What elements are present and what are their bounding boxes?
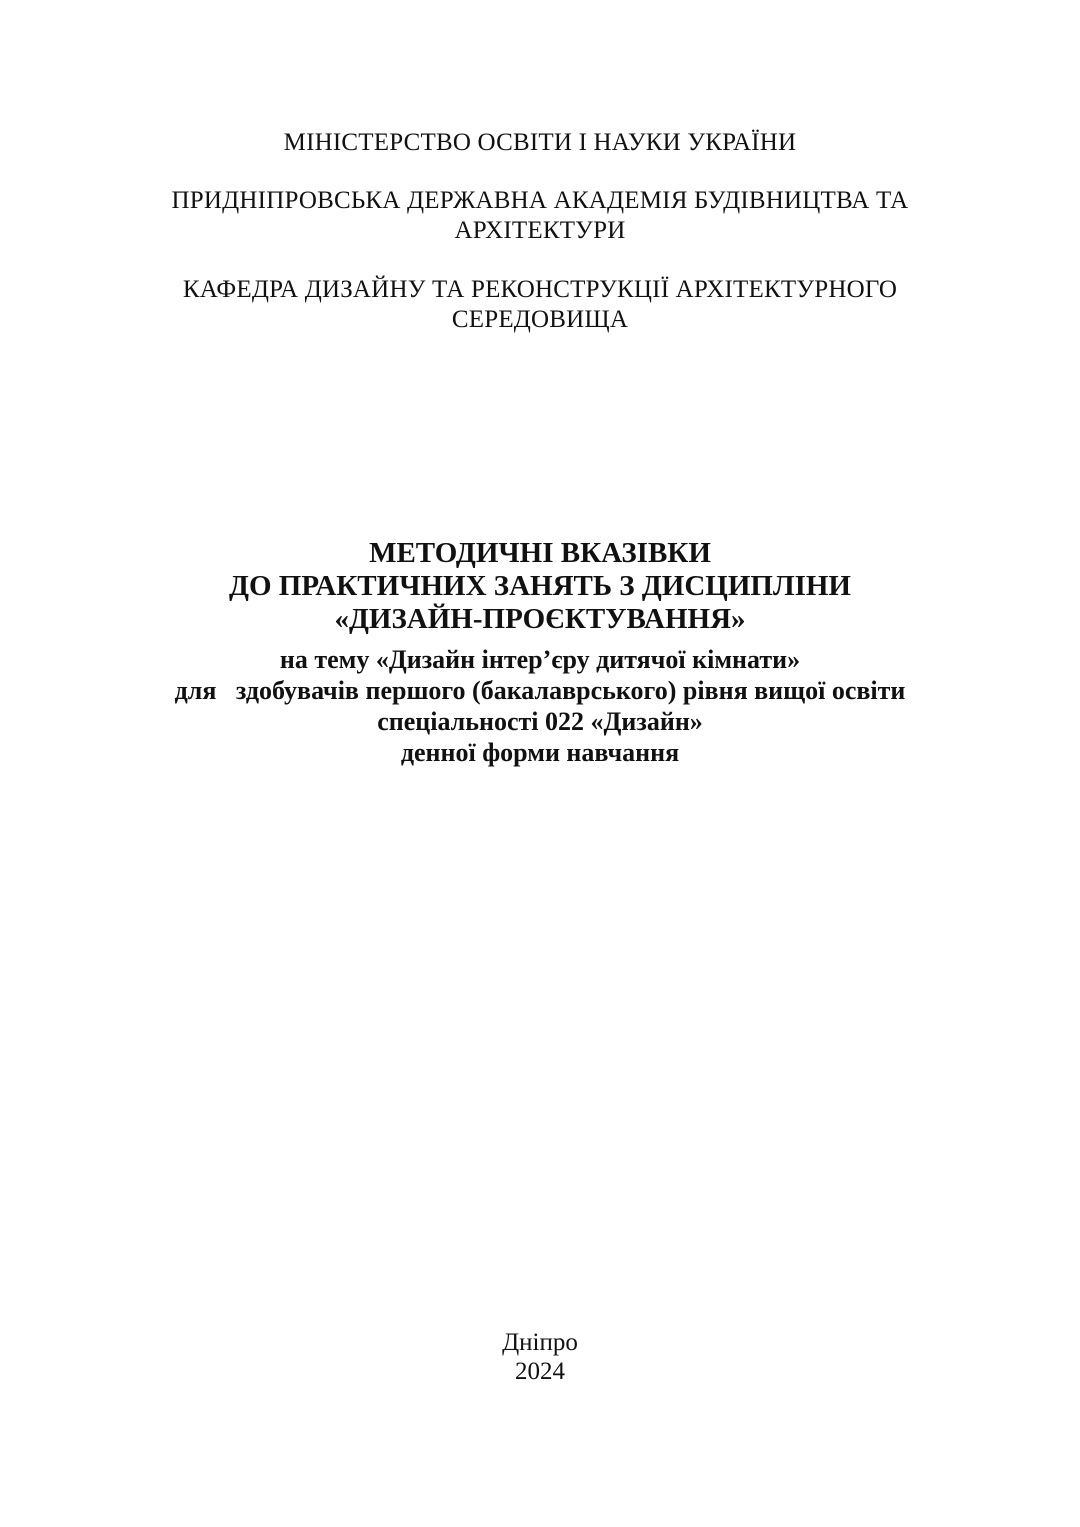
ministry-name: МІНІСТЕРСТВО ОСВІТИ І НАУКИ УКРАЇНИ xyxy=(283,129,797,156)
department-name-line-1: КАФЕДРА ДИЗАЙНУ ТА РЕКОНСТРУКЦІЇ АРХІТЕКТУРНОГО xyxy=(182,276,898,303)
title-line-2: ДО ПРАКТИЧНИХ ЗАНЯТЬ З ДИСЦИПЛІНИ xyxy=(229,570,851,602)
footer-city: Дніпро xyxy=(502,1329,578,1356)
document-footer xyxy=(0,1328,1080,1386)
ministry-header xyxy=(0,128,1080,158)
subtitle-audience: для здобувачів першого (бакалаврського) рівня вищої освіти xyxy=(174,676,906,705)
academy-header xyxy=(0,186,1080,246)
academy-name-line-2: АРХІТЕКТУРИ xyxy=(454,217,626,244)
document-subtitle xyxy=(0,644,1080,768)
title-line-3: «ДИЗАЙН-ПРОЄКТУВАННЯ» xyxy=(334,603,746,635)
document-title xyxy=(0,537,1080,636)
footer-year: 2024 xyxy=(515,1358,565,1385)
title-line-1: МЕТОДИЧНІ ВКАЗІВКИ xyxy=(369,537,711,569)
department-name-line-2: СЕРЕДОВИЩА xyxy=(451,306,629,333)
department-header xyxy=(0,275,1080,335)
subtitle-topic: на тему «Дизайн інтер’єру дитячої кімнати» xyxy=(279,645,801,674)
subtitle-study-form: денної форми навчання xyxy=(400,738,680,767)
subtitle-specialty: спеціальності 022 «Дизайн» xyxy=(377,707,703,736)
academy-name-line-1: ПРИДНІПРОВСЬКА ДЕРЖАВНА АКАДЕМІЯ БУДІВНИЦТВА ТА xyxy=(171,187,909,214)
